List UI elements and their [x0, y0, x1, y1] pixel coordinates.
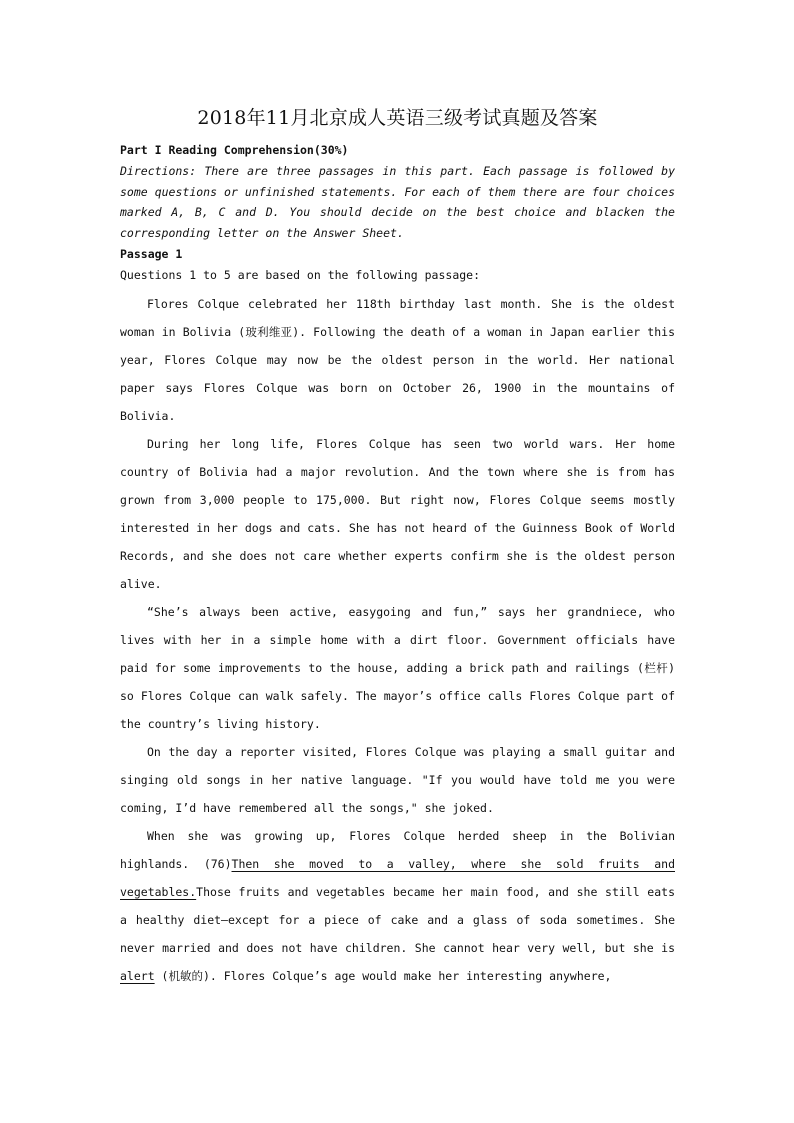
document-title: 2018年11月北京成人英语三级考试真题及答案	[197, 107, 598, 129]
paragraph-5	[120, 822, 675, 990]
paragraph-2: During her long life, Flores Colque has seen two world wars. Her home country of Bolivia had a major revolution. And the town where she is from has grown from 3,000 people to 175,000. But right now, Flores Colque seems mostly interested in her dogs and cats. She has not heard of the Guinness Book of World Records, and she does not care whether experts confirm she is the oldest person alive.	[120, 437, 675, 591]
part-heading: Part I Reading Comprehension(30%)	[120, 143, 349, 157]
passage-heading: Passage 1	[120, 247, 183, 261]
paragraph-5-text-a: When she was growing up, Flores Colque herded sheep in the Bolivian highlands. (76)	[120, 829, 675, 871]
directions-text: Directions: There are three passages in this part. Each passage is followed by some questions or unfinished statements. For each of them there are four choices marked A, B, C and D. You should decide on the best choice and blacken the corresponding letter on the Answer Sheet.	[120, 164, 675, 241]
paragraph-1: Flores Colque celebrated her 118th birthday last month. She is the oldest woman in Bolivia (玻利维亚). Following the death of a woman in Japan earlier this year, Flores Colque may now be the oldest person in the world. Her national paper says Flores Colque was born on October 26, 1900 in the mountains of Bolivia.	[120, 297, 675, 423]
paragraph-4: On the day a reporter visited, Flores Colque was playing a small guitar and singing old songs in her native language. "If you would have told me you were coming, I’d have remembered all the songs," she joked.	[120, 745, 675, 815]
underlined-word-alert: alert	[120, 969, 155, 983]
underlined-sentence-76: Then she moved to a valley, where she sold fruits and vegetables.	[120, 857, 675, 899]
paragraph-3: “She’s always been active, easygoing and fun,” says her grandniece, who lives with her in a simple home with a dirt floor. Government officials have paid for some improvements to the house, adding a brick path and railings (栏杆) so Flores Colque can walk safely. The mayor’s office calls Flores Colque part of the country’s living history.	[120, 605, 675, 731]
paragraph-5-text-c: (机敏的). Flores Colque’s age would make her interesting anywhere,	[154, 969, 612, 983]
paragraph-5-text-b: Those fruits and vegetables became her main food, and she still eats a healthy diet—except for a piece of cake and a glass of soda sometimes. She never married and does not have children. She cannot hear very well, but she is	[120, 885, 675, 955]
passage-intro: Questions 1 to 5 are based on the following passage:	[120, 268, 481, 282]
